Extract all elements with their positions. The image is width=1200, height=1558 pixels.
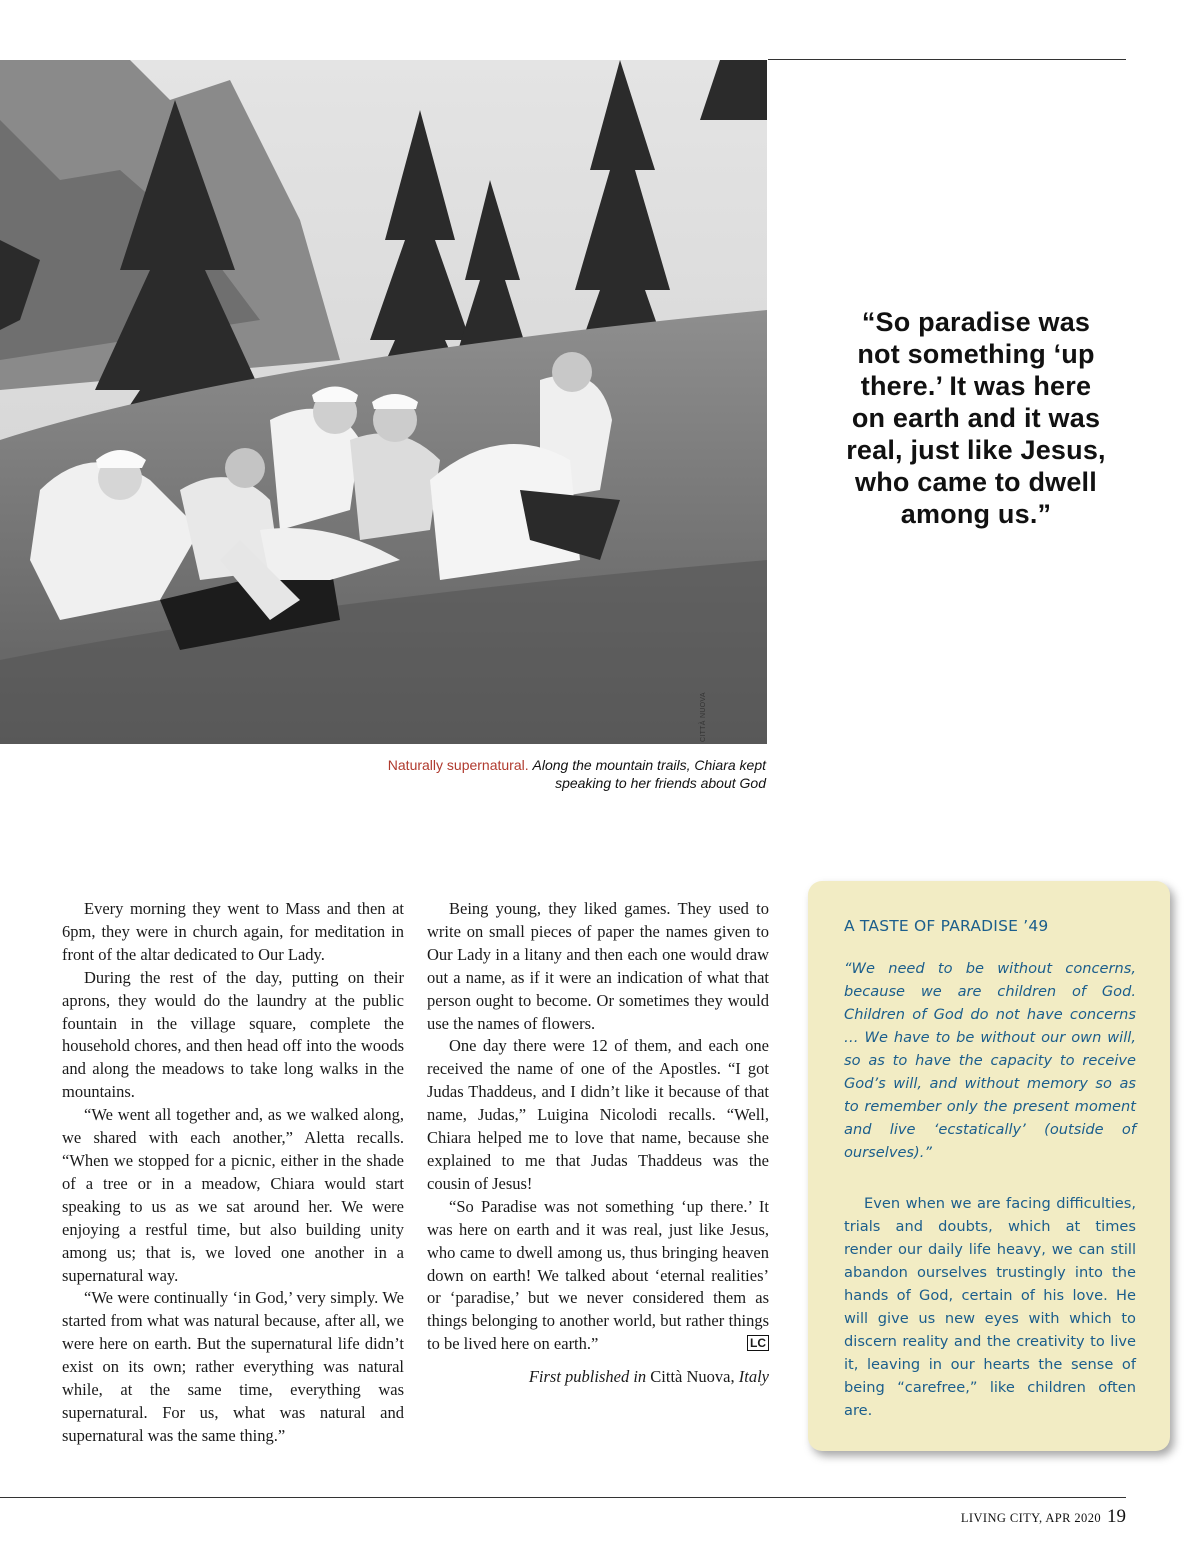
pull-quote: “So paradise was not something ‘up there.’ It was here on earth and it was real, just like Jesus, who came to dwell among us.” <box>846 307 1106 529</box>
first-published-prefix: First published in <box>528 1367 647 1387</box>
page-number: 19 <box>1107 1506 1126 1527</box>
paragraph: “We were continually ‘in God,’ very simply. We started from what was natural because, after all, we were here on earth. But the supernatural life didn’t exist on its own; rather everything was natural while, at the same time, everything was supernatural. For us, what was natural and supernatural was the same thing.” <box>62 1288 404 1445</box>
article-column-1 <box>62 898 404 1448</box>
paragraph: “We went all together and, as we walked along, we shared with each another,” Aletta recalls. “When we stopped for a picnic, either in the shade of a tree or in a meadow, Chiara would start speaking to us as we sat around her. We were enjoying a restful time, but also building unity among us; that is, we loved one another in a supernatural way. <box>62 1105 404 1285</box>
photo-credit: CITTÀ NUOVA <box>700 692 707 742</box>
paragraph-text: “So Paradise was not something ‘up there.’ It was here on earth and it was real, just like Jesus, who came to dwell among us, thus bringing heaven down on earth! We talked about ‘eternal realities’ or ‘paradise,’ but we never considered them as things belonging to another world, but rather things to be lived here on earth.” <box>427 1196 769 1354</box>
paragraph-last <box>427 1196 769 1356</box>
top-rule <box>768 59 1126 60</box>
paragraph: One day there were 12 of them, and each one received the name of one of the Apostles. “I got Judas Thaddeus, and I didn’t like it because of that name, Judas,” Luigina Nicolodi recalls. “Well, Chiara helped me to love that name, because she explained to me that Judas Thaddeus was the cousin of Jesus! <box>427 1036 769 1193</box>
caption-lead: Naturally supernatural. <box>387 757 529 773</box>
paragraph: Every morning they went to Mass and then at 6pm, they were in church again, for meditation in front of the altar dedicated to Our Lady. <box>62 899 404 964</box>
paragraph: During the rest of the day, putting on their aprons, they would do the laundry at the public fountain in the village square, complete the household chores, and then head off into the woods and along the meadows to take long walks in the mountains. <box>62 967 404 1102</box>
end-mark-logo: LC <box>747 1335 769 1351</box>
bottom-rule <box>0 1497 1126 1498</box>
photo-caption <box>380 756 766 792</box>
sidebar-quote: “We need to be without concerns, because we are children of God. Children of God do not have concerns … We have to be without our own will, so as to have the capacity to receive God’s will, and without memory so as to remember only the present moment and live ‘ecstatically’ (outside of ourselves).” <box>844 960 1136 1161</box>
first-published-source: Città Nuova, <box>650 1367 735 1387</box>
first-published-note <box>427 1366 769 1389</box>
photo-illustration <box>0 60 767 744</box>
sidebar-title: A TASTE OF PARADISE ’49 <box>844 917 1049 935</box>
sidebar-box <box>808 881 1170 1451</box>
paragraph: Being young, they liked games. They used to write on small pieces of paper the names given to Our Lady in a litany and then each one would draw out a name, as if it were an indication of what that person ought to become. Or sometimes they would use the names of flowers. <box>427 899 769 1033</box>
page-footer <box>961 1506 1126 1528</box>
caption-text: Along the mountain trails, Chiara kept speaking to her friends about God <box>532 757 766 791</box>
publication-name: LIVING CITY, APR 2020 <box>960 1511 1101 1525</box>
article-photo <box>0 60 767 744</box>
sidebar-content <box>844 917 1136 1422</box>
article-column-2 <box>427 898 769 1389</box>
sidebar-body: Even when we are facing difficulties, trials and doubts, which at times render our daily life heavy, we can still abandon ourselves trustingly into the hands of God, certain of his love. He will give us new eyes with which to discern reality and the creativity to live it, leaving in our hearts the sense of being “carefree,” like children often are. <box>844 1195 1136 1419</box>
first-published-place: Italy <box>738 1367 769 1387</box>
